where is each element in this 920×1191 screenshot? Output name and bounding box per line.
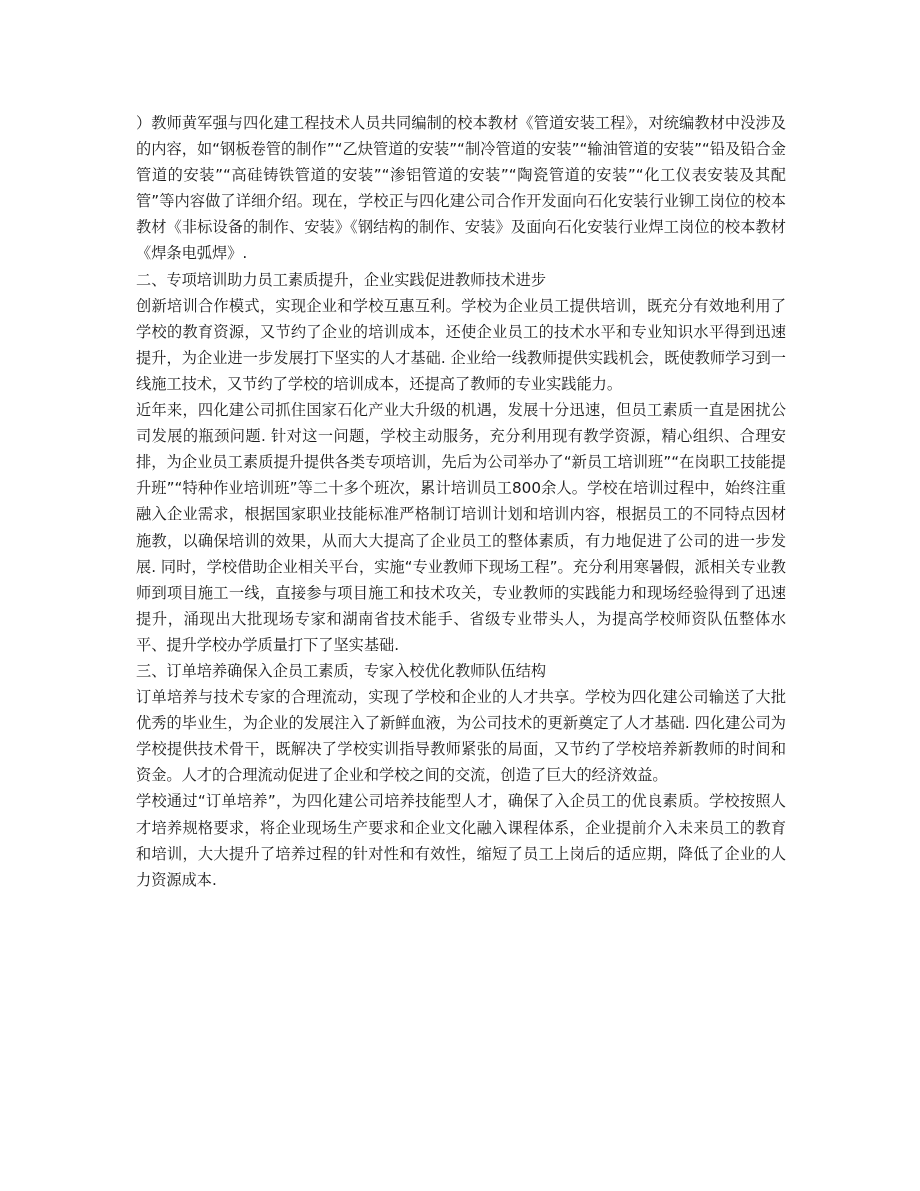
paragraph-training-cooperation: 创新培训合作模式，实现企业和学校互惠互利。学校为企业员工提供培训，既充分有效地利用了学校的教育资源，又节约了企业的培训成本，还使企业员工的技术水平和专业知识水平得到迅速提升，为企业进一步发展打下坚实的人才基础. 企业给一线教师提供实践机会，既使教师学习到一线施工技术，又节约了学校的培训成本，还提高了教师的专业实践能力。 [136, 296, 786, 393]
section-heading-3: 三、订单培养确保入企员工素质，专家入校优化教师队伍结构 [136, 661, 547, 680]
paragraph-order-training: 订单培养与技术专家的合理流动，实现了学校和企业的人才共享。学校为四化建公司输送了大批优秀的毕业生，为企业的发展注入了新鲜血液，为公司技术的更新奠定了人才基础. 四化建公司为学校提供技术骨干，既解决了学校实训指导教师紧张的局面，又节约了学校培养新教师的时间和资金。人才的合理流动促进了企业和学校之间的交流，创造了巨大的经济效益。 [136, 688, 786, 785]
paragraph-order-training-details: 学校通过“订单培养”，为四化建公司培养技能型人才，确保了入企员工的优良素质。学校按照人才培养规格要求，将企业现场生产要求和企业文化融入课程体系，企业提前介入未来员工的教育和培训，大大提升了培养过程的针对性和有效性，缩短了员工上岗后的适应期，降低了企业的人力资源成本. [136, 792, 786, 889]
paragraph-recent-years: 近年来，四化建公司抓住国家石化产业大升级的机遇，发展十分迅速，但员工素质一直是困扰公司发展的瓶颈问题. 针对这一问题，学校主动服务，充分利用现有教学资源，精心组织、合理安排，为企业员工素质提升提供各类专项培训，先后为公司举办了“新员工培训班”“在岗职工技能提升班”“特种作业培训班”等二十多个班次，累计培训员工800余人。学校在培训过程中，始终注重融入企业需求，根据国家职业技能标准严格制订培训计划和培训内容，根据员工的不同特点因材施教，以确保培训的效果，从而大大提高了企业员工的整体素质，有力地促进了公司的进一步发展. 同时，学校借助企业相关平台，实施“专业教师下现场工程”。充分利用寒暑假，派相关专业教师到项目施工一线，直接参与项目施工和技术攻关，专业教师的实践能力和现场经验得到了迅速提升，涌现出大批现场专家和湖南省技术能手、省级专业带头人，为提高学校师资队伍整体水平、提升学校办学质量打下了坚实基础. [136, 401, 786, 654]
paragraph-textbook-development: ）教师黄军强与四化建工程技术人员共同编制的校本教材《管道安装工程》，对统编教材中没涉及的内容，如“钢板卷管的制作”“乙炔管道的安装”“制冷管道的安装”“输油管道的安装”“铅及铅合金管道的安装”“高硅铸铁管道的安装”“渗铝管道的安装”“陶瓷管道的安装”“化工仪表安装及其配管”等内容做了详细介绍。现在，学校正与四化建公司合作开发面向石化安装行业铆工岗位的校本教材《非标设备的制作、安装》《钢结构的制作、安装》及面向石化安装行业焊工岗位的校本教材《焊条电弧焊》. [136, 114, 786, 263]
section-heading-2: 二、专项培训助力员工素质提升，企业实践促进教师技术进步 [136, 270, 547, 289]
document-body [136, 110, 786, 893]
